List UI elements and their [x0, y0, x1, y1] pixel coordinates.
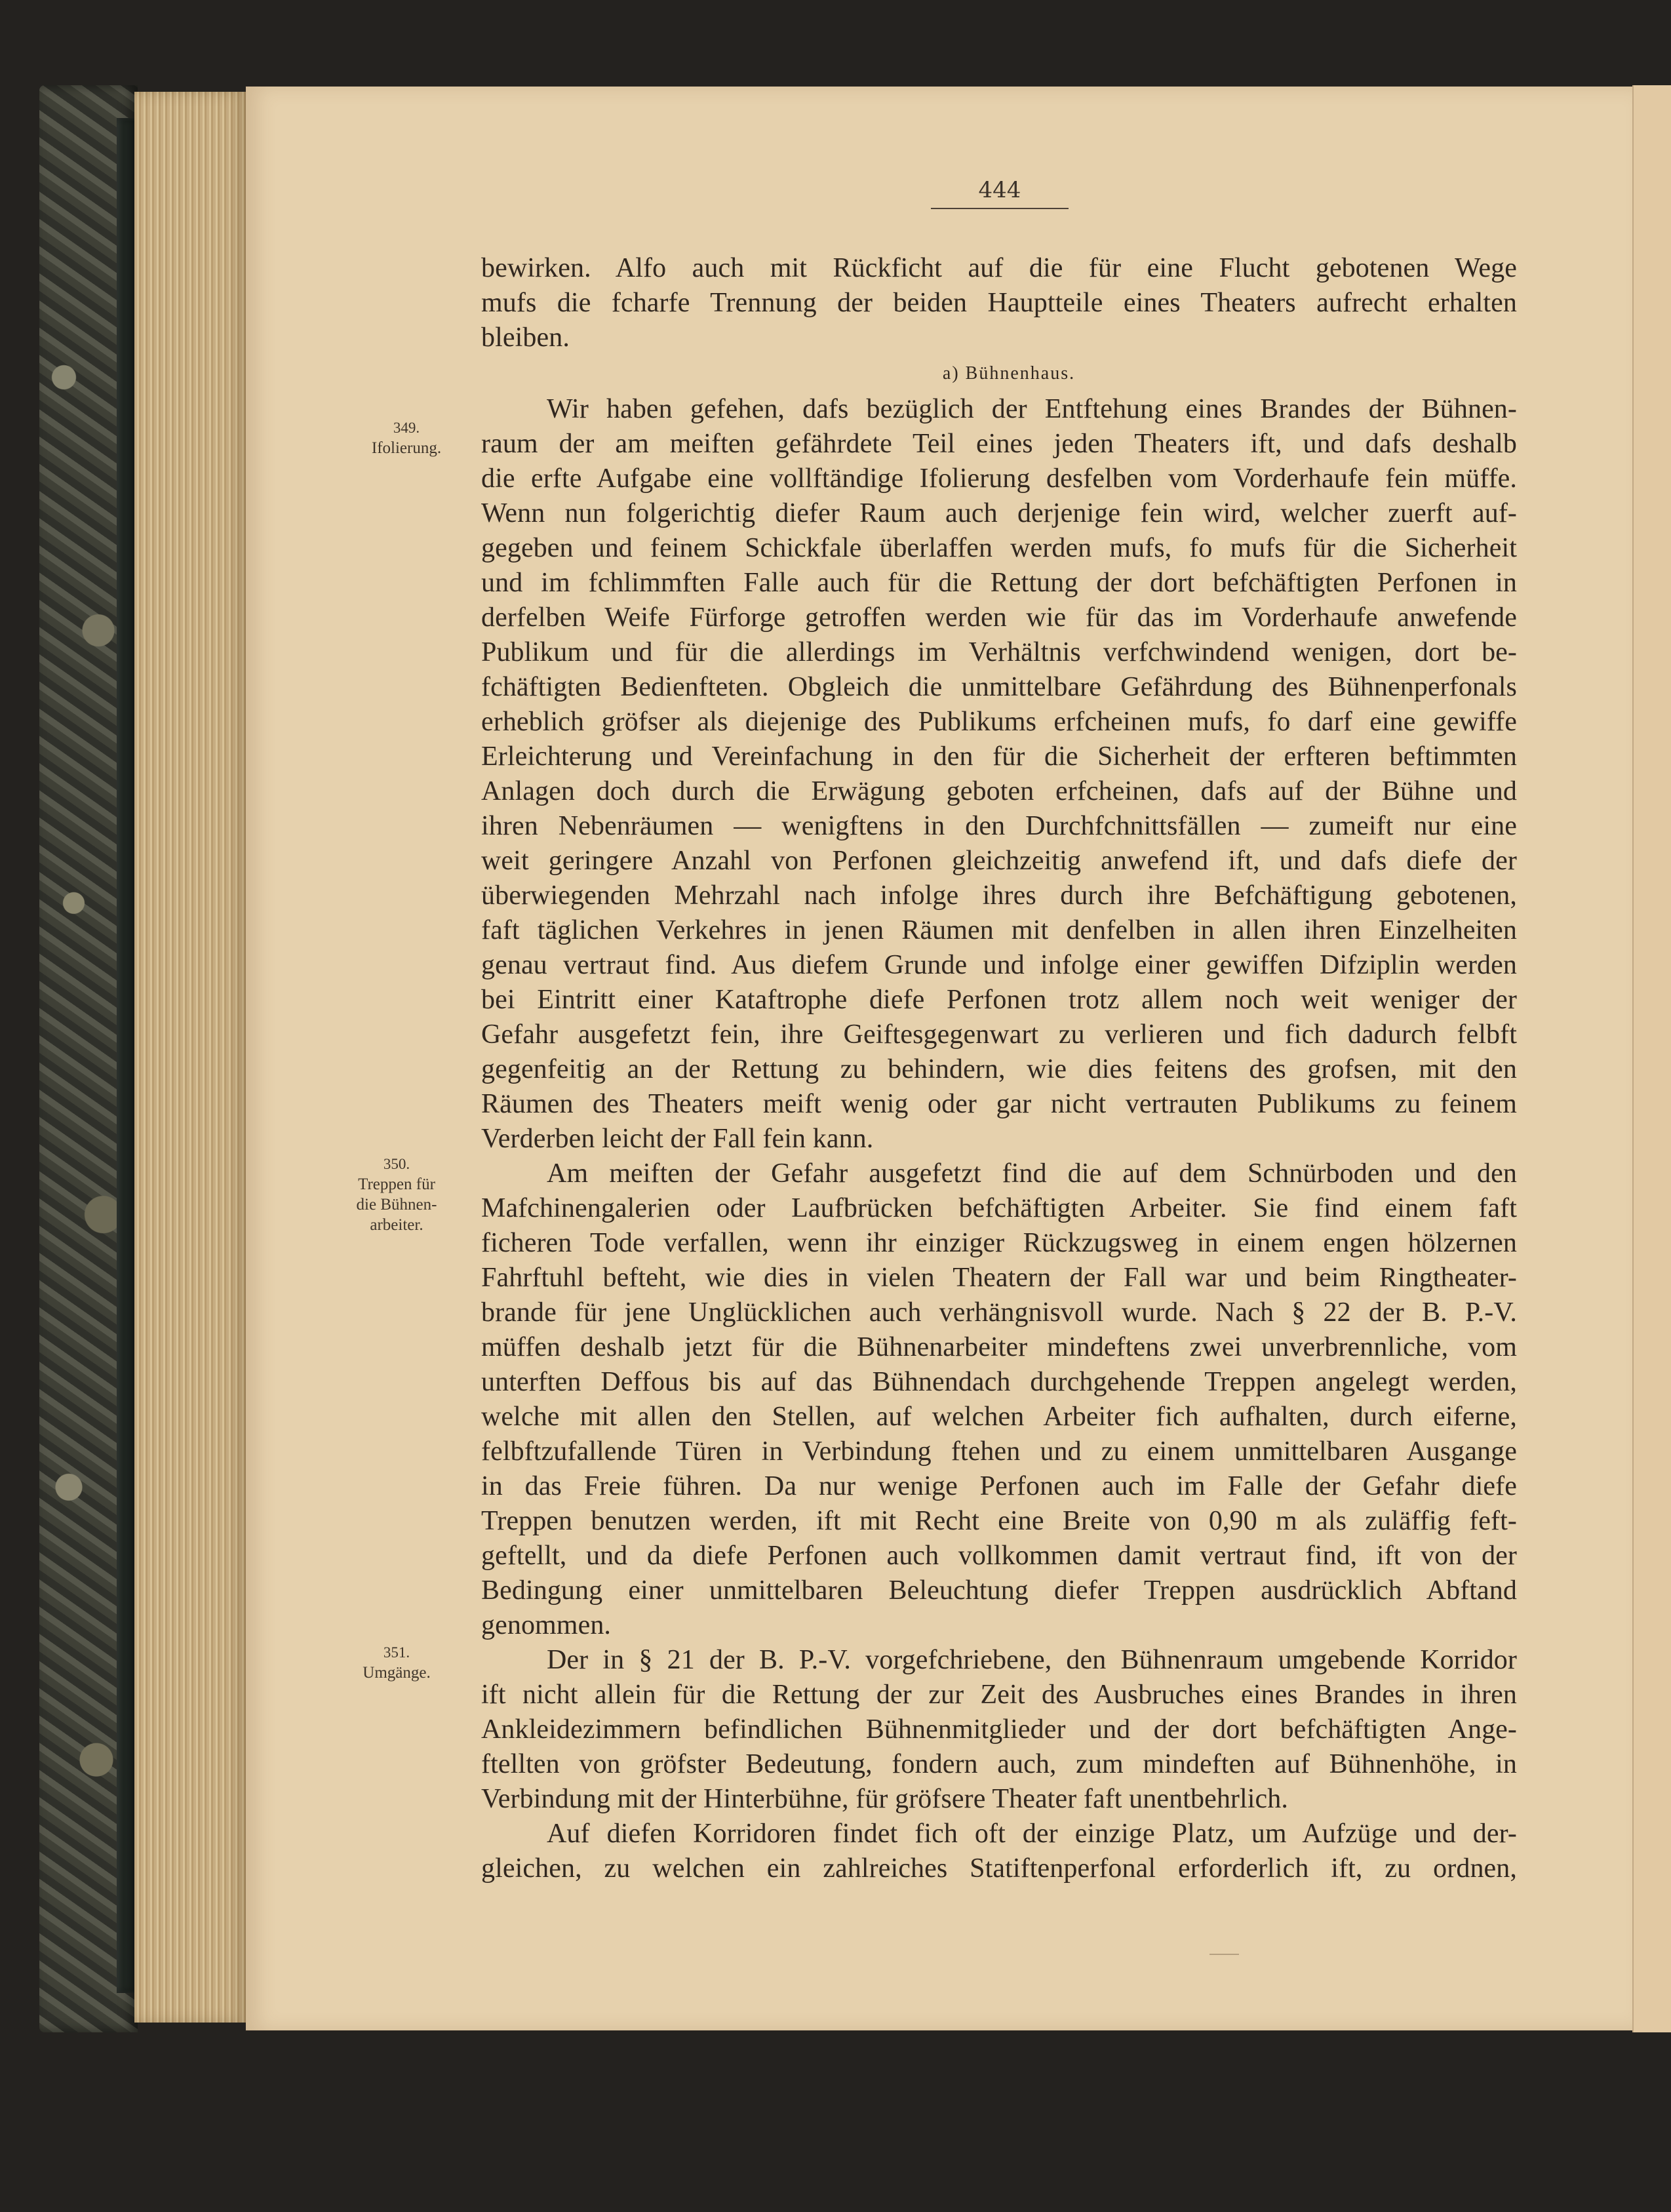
main-text-block: [481, 251, 1517, 1886]
book-spine: [117, 118, 136, 1993]
text-line: Publikum und für die allerdings im Verhältnis verfchwindend wenigen, dort be-: [481, 637, 1517, 667]
text-line: Räumen des Theaters meift wenig oder gar nicht vertrauten Publikums zu feinem: [481, 1089, 1517, 1119]
text-line: Erleichterung und Vereinfachung in den für die Sicherheit der erfteren beftimmten: [481, 741, 1517, 772]
text-line: gleichen, zu welchen ein zahlreiches Statiftenperfonal erforderlich ift, zu ordnen,: [481, 1853, 1517, 1884]
text-line: Anlagen doch durch die Erwägung geboten erfcheinen, dafs auf der Bühne und: [481, 776, 1517, 806]
text-line: mufs die fcharfe Trennung der beiden Hauptteile eines Theaters aufrecht erhalten: [481, 288, 1517, 318]
margin-note-label: Ifolierung.: [371, 439, 442, 457]
margin-note-label: Treppen für die Bühnen- arbeiter.: [356, 1175, 437, 1234]
text-line: Bedingung einer unmittelbaren Beleuchtung diefer Treppen ausdrücklich Abftand: [481, 1575, 1517, 1606]
text-line: Wenn nun folgerichtig diefer Raum auch derjenige fein wird, welcher zuerft auf-: [481, 498, 1517, 528]
text-line: fchäftigten Bedienfteten. Obgleich die unmittelbare Gefährdung des Bühnenperfonals: [481, 672, 1517, 702]
text-line: brande für jene Unglücklichen auch verhängnisvoll wurde. Nach § 22 der B. P.-V.: [481, 1297, 1517, 1328]
page-number: 444: [931, 177, 1069, 209]
paragraph-start: Wir haben gefehen, dafs bezüglich der Entftehung eines Brandes der Bühnen-: [547, 394, 1517, 424]
text-line: gegenfeitig an der Rettung zu behindern, wie dies feitens des grofsen, mit den: [481, 1054, 1517, 1084]
margin-note-351: [354, 1642, 439, 1683]
text-line: die erfte Aufgabe eine vollftändige Ifolierung desfelben vom Vorderhaufe fein müffe.: [481, 464, 1517, 494]
text-line: derfelben Weife Fürforge getroffen werden wie für das im Vorderhaufe anwefende: [481, 602, 1517, 633]
text-line: Ankleidezimmern befindlichen Bühnenmitglieder und der dort befchäftigten Ange-: [481, 1714, 1517, 1745]
text-line: erheblich gröfser als diejenige des Publikums erfcheinen mufs, fo darf eine gewiffe: [481, 707, 1517, 737]
margin-note-349: [364, 418, 449, 458]
margin-note-label: Umgänge.: [363, 1664, 431, 1682]
margin-note-number: 350.: [383, 1156, 410, 1172]
text-line: bei Eintritt einer Kataftrophe diefe Perfonen trotz allem noch weit weniger der: [481, 985, 1517, 1015]
text-line: ihren Nebenräumen — wenigftens in den Durchfchnittsfällen — zumeift nur eine: [481, 811, 1517, 841]
text-line: Verderben leicht der Fall fein kann.: [481, 1124, 874, 1154]
text-line: raum der am meiften gefährdete Teil eines jeden Theaters ift, und dafs deshalb: [481, 429, 1517, 459]
text-line: Mafchinengalerien oder Laufbrücken befchäftigten Arbeiter. Sie find einem faft: [481, 1193, 1517, 1223]
text-line: in das Freie führen. Da nur wenige Perfonen auch im Falle der Gefahr diefe: [481, 1471, 1517, 1501]
paragraph-start: Der in § 21 der B. P.-V. vorgefchriebene, den Bühnenraum umgebende Korridor: [547, 1645, 1517, 1675]
text-line: ficheren Tode verfallen, wenn ihr einziger Rückzugsweg in einem engen hölzernen: [481, 1228, 1517, 1258]
text-line: bewirken. Alfo auch mit Rückficht auf die für eine Flucht gebotenen Wege: [481, 253, 1517, 283]
text-line: überwiegenden Mehrzahl nach infolge ihres durch ihre Befchäftigung gebotenen,: [481, 880, 1517, 911]
paragraph-start: Auf diefen Korridoren findet fich oft der einzige Platz, um Aufzüge und der-: [547, 1819, 1517, 1849]
text-line: weit geringere Anzahl von Perfonen gleichzeitig anwefend ift, und dafs diefe der: [481, 846, 1517, 876]
text-line: Fahrftuhl befteht, wie dies in vielen Theatern der Fall war und beim Ringtheater-: [481, 1263, 1517, 1293]
right-page-edge: [1632, 85, 1671, 2032]
section-heading: a) Bühnenhaus.: [942, 363, 1076, 384]
margin-note-350: [354, 1154, 439, 1235]
text-line: felbftzufallende Türen in Verbindung ftehen und zu einem unmittelbaren Ausgange: [481, 1436, 1517, 1467]
text-line: geftellt, und da diefe Perfonen auch vollkommen damit vertraut find, ift von der: [481, 1541, 1517, 1571]
text-line: Gefahr ausgefetzt fein, ihre Geiftesgegenwart zu verlieren und fich dadurch felbft: [481, 1019, 1517, 1050]
text-line: bleiben.: [481, 323, 570, 353]
paragraph-start: Am meiften der Gefahr ausgefetzt find die auf dem Schnürboden und den: [547, 1158, 1517, 1189]
text-line: und im fchlimmften Falle auch für die Rettung der dort befchäftigten Perfonen in: [481, 568, 1517, 598]
text-line: welche mit allen den Stellen, auf welchen Arbeiter fich aufhalten, durch eiferne,: [481, 1402, 1517, 1432]
text-line: ftellten von gröfster Bedeutung, fondern auch, zum mindeften auf Bühnenhöhe, in: [481, 1749, 1517, 1779]
page-edges: [134, 92, 246, 2023]
text-line: faft täglichen Verkehres in jenen Räumen mit denfelben in allen ihren Einzelheiten: [481, 915, 1517, 945]
text-line: ift nicht allein für die Rettung der zur Zeit des Ausbruches eines Brandes in ihren: [481, 1680, 1517, 1710]
margin-note-number: 351.: [383, 1644, 410, 1661]
text-line: gegeben und feinem Schickfale überlaffen werden mufs, fo mufs für die Sicherheit: [481, 533, 1517, 563]
text-line: Treppen benutzen werden, ift mit Recht eine Breite von 0,90 m als zuläffig feft-: [481, 1506, 1517, 1536]
text-line: Verbindung mit der Hinterbühne, für gröfsere Theater faft unentbehrlich.: [481, 1784, 1288, 1814]
margin-note-number: 349.: [393, 420, 420, 436]
bottom-dash: [1209, 1954, 1239, 1955]
text-line: genau vertraut find. Aus diefem Grunde und infolge einer gewiffen Difziplin werden: [481, 950, 1517, 980]
text-line: genommen.: [481, 1610, 612, 1640]
text-line: unterften Deffous bis auf das Bühnendach durchgehende Treppen angelegt werden,: [481, 1367, 1517, 1397]
text-line: müffen deshalb jetzt für die Bühnenarbeiter mindeftens zwei unverbrennliche, vom: [481, 1332, 1517, 1362]
